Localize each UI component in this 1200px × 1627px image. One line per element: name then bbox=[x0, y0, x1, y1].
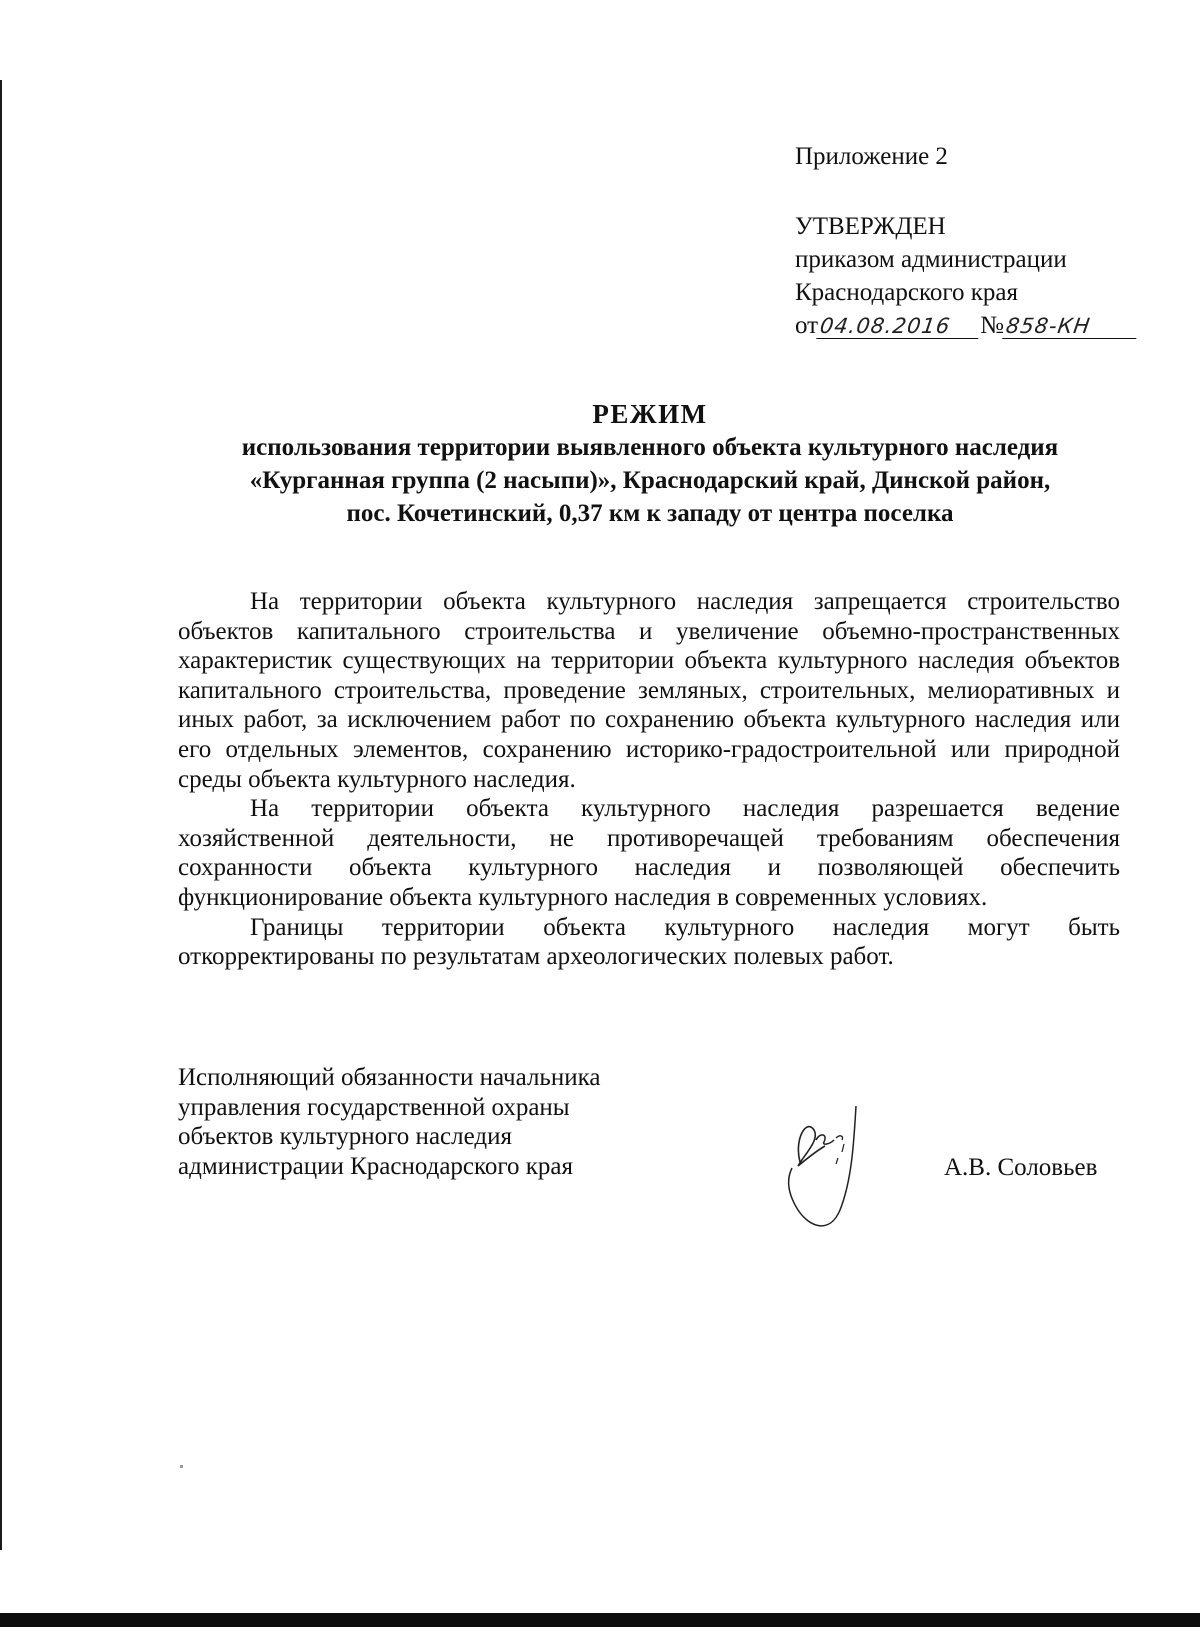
approved-by-line2: Краснодарского края bbox=[795, 279, 1018, 306]
order-number-handwritten: 858-КН bbox=[1002, 314, 1140, 339]
appendix-label: Приложение 2 bbox=[795, 143, 948, 170]
signer-position-line1: Исполняющий обязанности начальника bbox=[178, 1064, 601, 1091]
order-date-handwritten: 04.08.2016 bbox=[816, 314, 982, 339]
document-body bbox=[178, 587, 1120, 972]
date-prefix: от bbox=[795, 312, 819, 339]
document-subtitle-line1: использования территории выявленного объекта культурного наследия bbox=[241, 434, 1059, 461]
order-date-number-line bbox=[795, 309, 1175, 342]
signer-name: А.В. Соловьев bbox=[944, 1154, 1098, 1181]
appendix-header bbox=[795, 140, 1175, 342]
scan-left-edge bbox=[0, 80, 2, 1550]
signer-position bbox=[178, 1063, 698, 1181]
signer-position-line2: управления государственной охраны bbox=[178, 1093, 570, 1121]
body-paragraph-permitted: На территории объекта культурного наследия разрешается ведение хозяйственной деятельности, не противоречащей требованиям обеспечения сохранности объекта культурного наследия и позволяющей обеспечить функционирование объекта культурного наследия в современных условиях. bbox=[178, 795, 1120, 911]
signer-position-line4: администрации Краснодарского края bbox=[178, 1152, 574, 1180]
handwritten-signature bbox=[770, 1100, 890, 1270]
document-title-block bbox=[150, 398, 1150, 530]
document-subtitle-line2: «Курганная группа (2 насыпи)», Краснодарский край, Динской район, bbox=[249, 467, 1051, 494]
number-prefix: № bbox=[980, 312, 1004, 339]
body-paragraph-boundaries: Границы территории объекта культурного наследия могут быть откорректированы по результатам археологических полевых работ. bbox=[178, 913, 1120, 971]
signer-position-line3: объектов культурного наследия bbox=[178, 1123, 512, 1150]
approved-label: УТВЕРЖДЕН bbox=[795, 213, 946, 240]
scan-bottom-edge bbox=[0, 1613, 1200, 1627]
body-paragraph-prohibited: На территории объекта культурного наследия запрещается строительство объектов капитального строительства и увеличение объемно-пространственных характеристик существующих на территории объекта культурного наследия объектов капитального строительства, проведение земляных, строительных, мелиоративных и иных работ, за исключением работ по сохранению объекта культурного наследия или его отдельных элементов, сохранению историко-градостроительной или природной среды объекта культурного наследия. bbox=[178, 588, 1120, 793]
approved-by-line1: приказом администрации bbox=[795, 246, 1067, 273]
scan-speck bbox=[180, 1465, 183, 1468]
document-title: РЕЖИМ bbox=[592, 399, 708, 429]
document-subtitle-line3: пос. Кочетинский, 0,37 км к западу от центра поселка bbox=[346, 500, 954, 527]
